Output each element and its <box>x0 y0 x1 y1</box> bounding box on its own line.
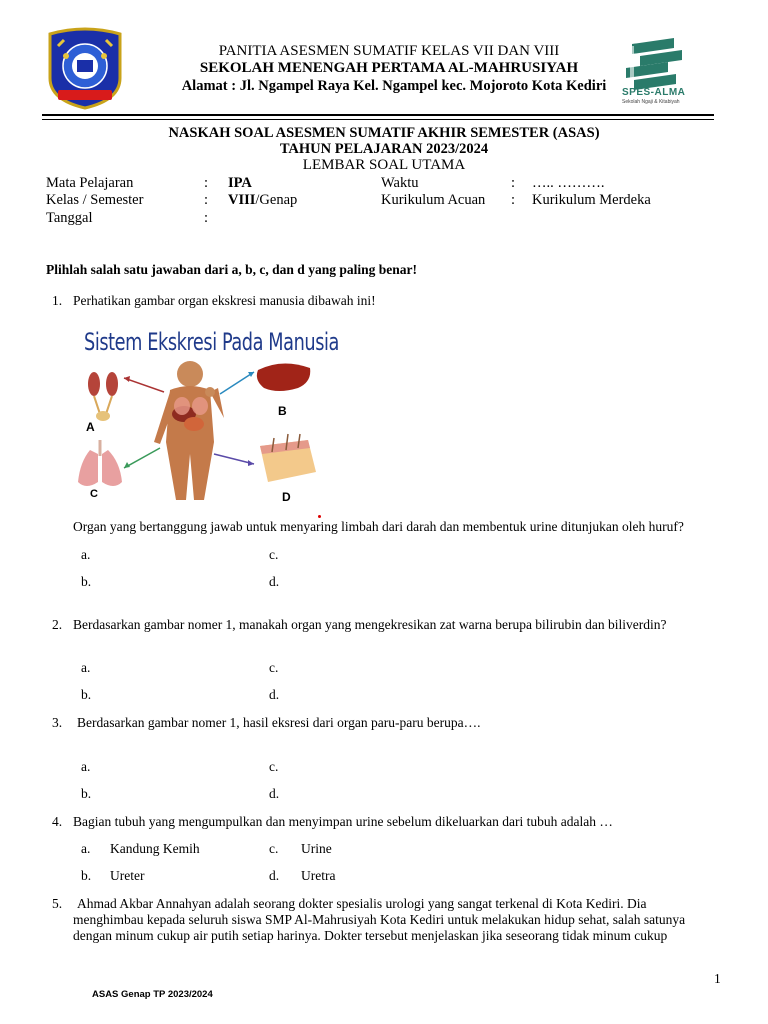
kurikulum-value: Kurikulum Merdeka <box>532 192 651 208</box>
exam-year: TAHUN PELAJARAN 2023/2024 <box>279 141 489 157</box>
q2-option-d: d. <box>269 687 280 702</box>
header-line-2: SEKOLAH MENENGAH PERTAMA AL-MAHRUSIYAH <box>199 60 579 76</box>
skin-illustration <box>260 434 316 482</box>
q2-text: Berdasarkan gambar nomer 1, manakah organ yang mengekresikan zat warna berupa bilirubin dan biliverdin? <box>73 617 667 632</box>
q3-text: Berdasarkan gambar nomer 1, hasil eksresi dari organ paru-paru berupa…. <box>77 715 481 730</box>
kelas-colon: : <box>204 192 209 208</box>
q1-followup: Organ yang bertanggung jawab untuk menyaring limbah dari darah dan membentuk urine ditunjukan oleh huruf? <box>73 519 684 534</box>
header-address: Alamat : Jl. Ngampel Raya Kel. Ngampel kec. Mojoroto Kota Kediri <box>181 78 607 94</box>
tanggal-label: Tanggal <box>46 210 93 226</box>
waktu-label: Waktu <box>381 175 419 191</box>
tanggal-colon: : <box>204 210 209 226</box>
exam-title: NASKAH SOAL ASESMEN SUMATIF AKHIR SEMESTER (ASAS) <box>168 125 600 141</box>
waktu-value: ….. ………. <box>532 175 605 191</box>
q2-option-c: c. <box>269 660 279 675</box>
q2-option-b: b. <box>81 687 92 702</box>
q5-line-1: Ahmad Akbar Annahyan adalah seorang dokter spesialis urologi yang sangat terkenal di Kota Kediri. Dia <box>77 896 647 911</box>
q4-option-b-letter: b. <box>81 868 92 883</box>
spes-alma-tagline: Sekolah Ngaji & Kitabiyah <box>622 99 680 105</box>
kelas-value-bold: VIII <box>228 192 256 208</box>
q4-option-a-letter: a. <box>81 841 91 856</box>
figure-label-d: D <box>282 490 291 504</box>
q3-option-b: b. <box>81 786 92 801</box>
mapel-value: IPA <box>228 175 252 191</box>
spes-alma-logo <box>622 38 690 112</box>
liver-illustration <box>257 363 310 391</box>
figure-label-b: B <box>278 404 287 418</box>
spes-alma-name: SPES-ALMA <box>622 87 686 98</box>
footer-text: ASAS Genap TP 2023/2024 <box>92 989 213 1000</box>
kurikulum-colon: : <box>511 192 516 208</box>
q4-option-c-letter: c. <box>269 841 279 856</box>
kelas-value <box>228 192 297 209</box>
q2-option-a: a. <box>81 660 91 675</box>
q1-number: 1. <box>52 293 63 308</box>
q4-text: Bagian tubuh yang mengumpulkan dan menyimpan urine sebelum dikeluarkan dari tubuh adalah … <box>73 814 613 829</box>
q1-option-c: c. <box>269 547 279 562</box>
page-number: 1 <box>714 971 721 986</box>
figure-title: Sistem Ekskresi Pada Manusia <box>84 328 339 356</box>
figure-label-a: A <box>86 420 95 434</box>
q4-option-c-text: Urine <box>301 841 332 856</box>
kelas-label: Kelas / Semester <box>46 192 144 208</box>
q4-option-b-text: Ureter <box>110 868 145 883</box>
header-rule-thick <box>42 114 714 116</box>
kurikulum-label: Kurikulum Acuan <box>381 192 486 208</box>
mapel-label: Mata Pelajaran <box>46 175 134 191</box>
q5-line-3: dengan minum cukup air putih setiap harinya. Dokter tersebut menjelaskan jika seseorang tidak minum cukup <box>73 928 668 943</box>
human-body-illustration <box>154 361 224 500</box>
q1-text: Perhatikan gambar organ ekskresi manusia dibawah ini! <box>73 293 376 308</box>
exam-sheet: LEMBAR SOAL UTAMA <box>302 157 466 173</box>
q2-number: 2. <box>52 617 63 632</box>
q3-option-a: a. <box>81 759 91 774</box>
kidney-illustration <box>88 372 118 421</box>
header-line-1: PANITIA ASESMEN SUMATIF KELAS VII DAN VIII <box>218 43 560 59</box>
q5-number: 5. <box>52 896 63 911</box>
header-rule-thin <box>42 119 714 120</box>
q3-option-d: d. <box>269 786 280 801</box>
q4-option-d-text: Uretra <box>301 868 336 883</box>
q4-option-d-letter: d. <box>269 868 280 883</box>
lungs-illustration <box>78 440 122 486</box>
q1-option-a: a. <box>81 547 91 562</box>
waktu-colon: : <box>511 175 516 191</box>
q4-number: 4. <box>52 814 63 829</box>
kelas-value-rest: /Genap <box>255 192 298 208</box>
q1-option-d: d. <box>269 574 280 589</box>
instruction: Plihlah salah satu jawaban dari a, b, c, dan d yang paling benar! <box>46 262 417 277</box>
q5-line-2: menghimbau kepada seluruh siswa SMP Al-Mahrusiyah Kota Kediri untuk melakukan hidup sehat, salah satunya <box>73 912 686 927</box>
q1-option-b: b. <box>81 574 92 589</box>
figure-label-c: C <box>90 488 98 500</box>
mapel-colon: : <box>204 175 209 191</box>
q3-option-c: c. <box>269 759 279 774</box>
q4-option-a-text: Kandung Kemih <box>110 841 200 856</box>
q3-number: 3. <box>52 715 63 730</box>
excretion-figure <box>72 322 339 510</box>
red-dot <box>318 515 321 518</box>
